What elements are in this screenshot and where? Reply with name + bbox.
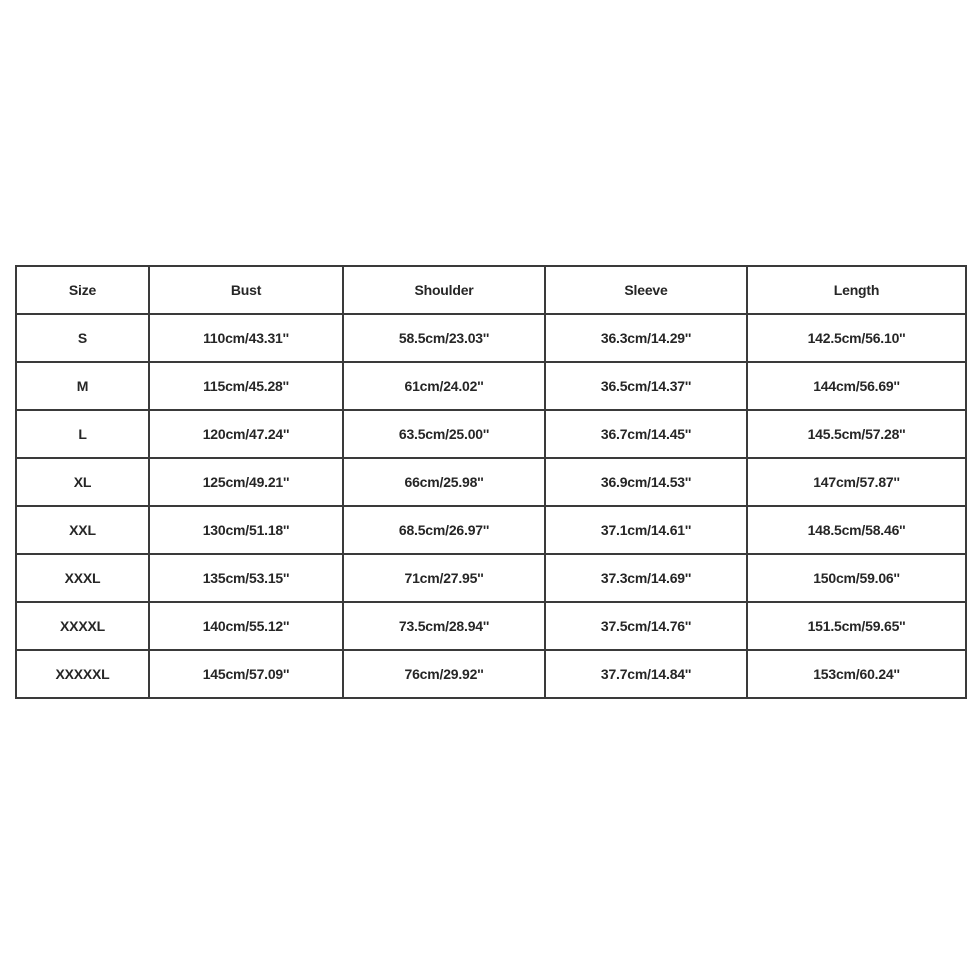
cell-bust: 125cm/49.21'' [149,458,343,506]
header-size: Size [16,266,149,314]
table-row [16,506,966,554]
cell-sleeve: 37.3cm/14.69'' [545,554,747,602]
cell-sleeve: 36.9cm/14.53'' [545,458,747,506]
cell-bust: 110cm/43.31'' [149,314,343,362]
cell-shoulder: 58.5cm/23.03'' [343,314,545,362]
cell-shoulder: 63.5cm/25.00'' [343,410,545,458]
cell-length: 144cm/56.69'' [747,362,966,410]
table-row [16,362,966,410]
cell-sleeve: 37.7cm/14.84'' [545,650,747,698]
cell-shoulder: 71cm/27.95'' [343,554,545,602]
cell-bust: 135cm/53.15'' [149,554,343,602]
table-row [16,650,966,698]
cell-bust: 145cm/57.09'' [149,650,343,698]
cell-bust: 115cm/45.28'' [149,362,343,410]
cell-size: XXXL [16,554,149,602]
table-row [16,602,966,650]
cell-size: XXXXL [16,602,149,650]
cell-bust: 140cm/55.12'' [149,602,343,650]
cell-length: 145.5cm/57.28'' [747,410,966,458]
cell-bust: 120cm/47.24'' [149,410,343,458]
cell-length: 147cm/57.87'' [747,458,966,506]
table-row [16,314,966,362]
cell-size: XL [16,458,149,506]
cell-length: 151.5cm/59.65'' [747,602,966,650]
header-bust: Bust [149,266,343,314]
cell-size: M [16,362,149,410]
cell-shoulder: 66cm/25.98'' [343,458,545,506]
cell-size: L [16,410,149,458]
header-length: Length [747,266,966,314]
table-body [16,314,966,698]
cell-shoulder: 68.5cm/26.97'' [343,506,545,554]
header-sleeve: Sleeve [545,266,747,314]
cell-size: S [16,314,149,362]
cell-size: XXL [16,506,149,554]
cell-shoulder: 76cm/29.92'' [343,650,545,698]
cell-bust: 130cm/51.18'' [149,506,343,554]
table-header [16,266,966,314]
header-shoulder: Shoulder [343,266,545,314]
table-row [16,410,966,458]
cell-sleeve: 36.7cm/14.45'' [545,410,747,458]
cell-sleeve: 36.5cm/14.37'' [545,362,747,410]
cell-sleeve: 37.1cm/14.61'' [545,506,747,554]
cell-length: 148.5cm/58.46'' [747,506,966,554]
cell-length: 150cm/59.06'' [747,554,966,602]
cell-length: 142.5cm/56.10'' [747,314,966,362]
cell-size: XXXXXL [16,650,149,698]
cell-shoulder: 73.5cm/28.94'' [343,602,545,650]
table-row [16,458,966,506]
cell-sleeve: 37.5cm/14.76'' [545,602,747,650]
table-row [16,554,966,602]
header-row [16,266,966,314]
size-chart-table [15,265,967,699]
cell-sleeve: 36.3cm/14.29'' [545,314,747,362]
cell-shoulder: 61cm/24.02'' [343,362,545,410]
cell-length: 153cm/60.24'' [747,650,966,698]
